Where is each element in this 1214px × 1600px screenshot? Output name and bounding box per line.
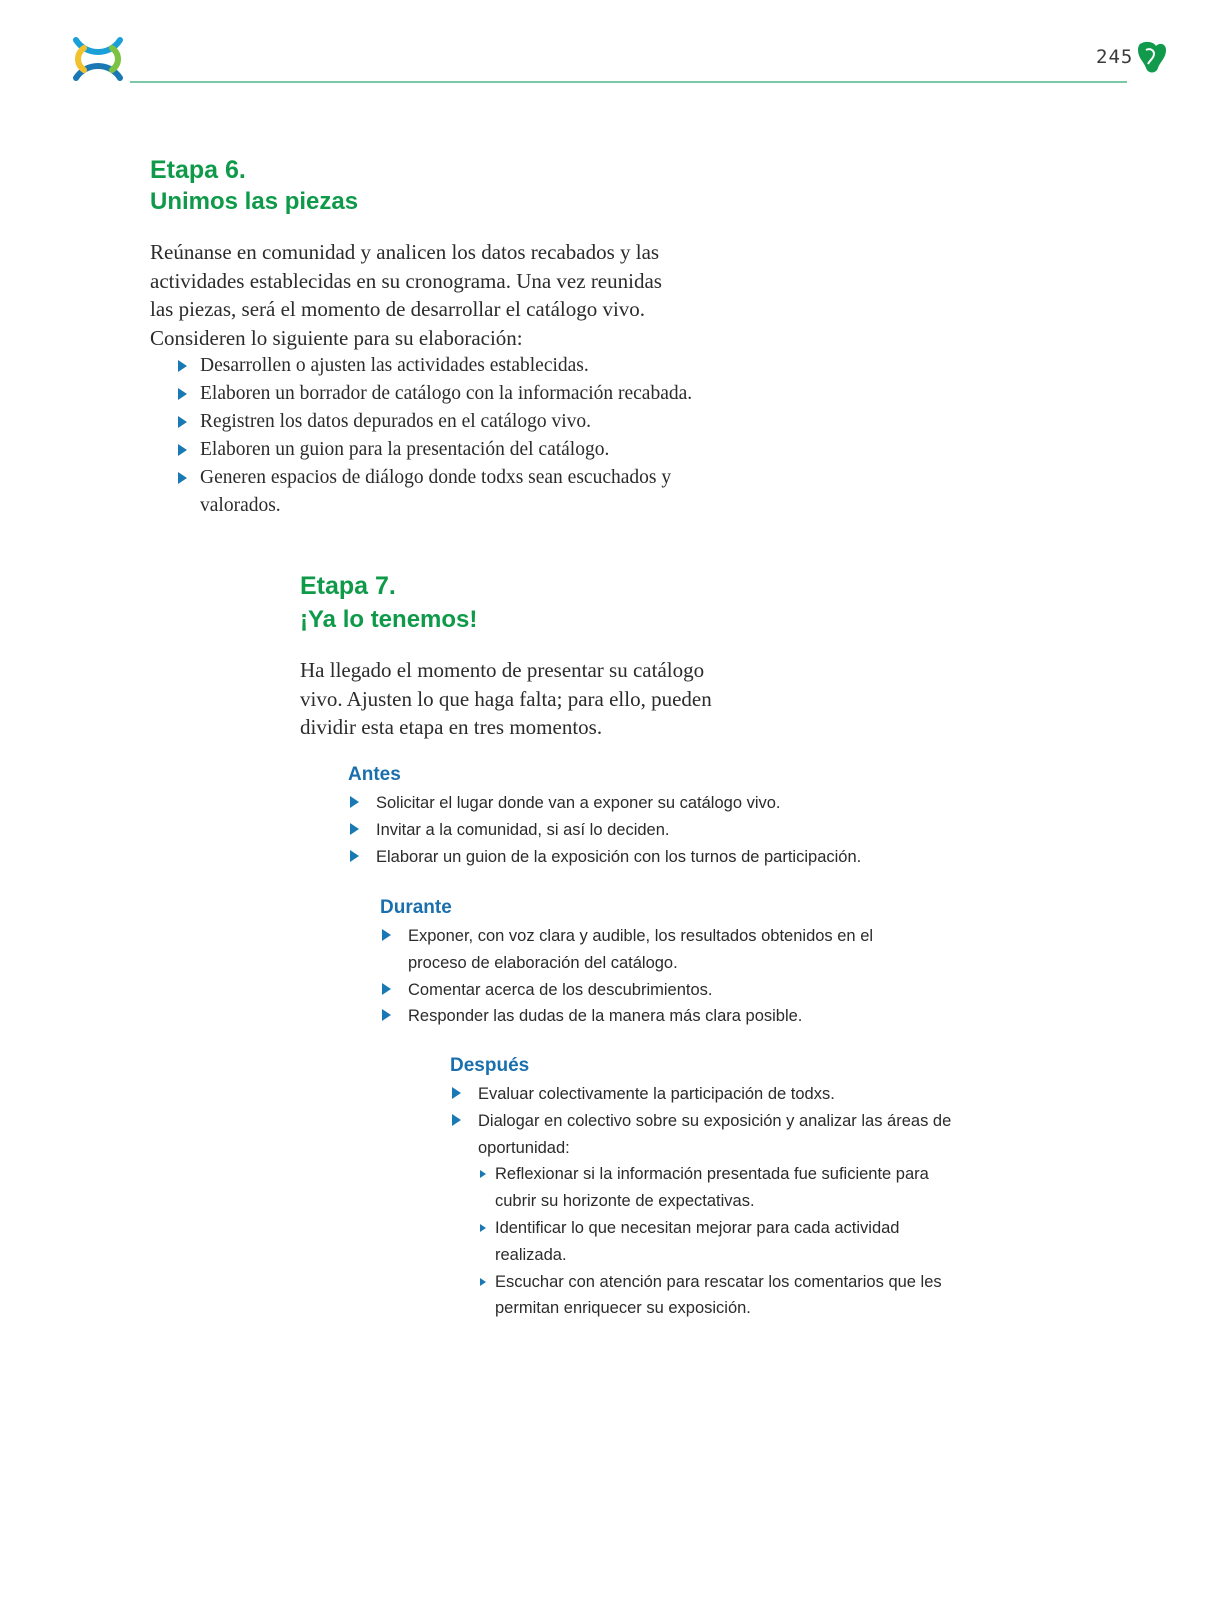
- intro-line: dividir esta etapa en tres momentos.: [300, 715, 603, 739]
- list-item: Reflexionar si la información presentada fue suficiente para cubrir su horizonte de expectativas.: [478, 1161, 960, 1215]
- durante-list: [380, 923, 920, 1030]
- etapa7-subtitle: ¡Ya lo tenemos!: [300, 606, 478, 633]
- intro-line: Consideren lo siguiente para su elaboración:: [150, 325, 523, 350]
- etapa7-intro: [300, 656, 820, 742]
- antes-list: [348, 790, 948, 870]
- list-item: Escuchar con atención para rescatar los comentarios que les permitan enriquecer su exposición.: [478, 1269, 960, 1323]
- etapa6-subtitle: Unimos las piezas: [150, 188, 359, 215]
- list-item: Exponer, con voz clara y audible, los resultados obtenidos en el proceso de elaboración del catálogo.: [380, 923, 920, 977]
- list-item: Invitar a la comunidad, si así lo deciden.: [348, 817, 948, 844]
- despues-sublist: [478, 1161, 960, 1322]
- bullet-triangle-icon: [382, 929, 391, 941]
- bullet-triangle-icon: [452, 1114, 461, 1126]
- list-item: Identificar lo que necesitan mejorar para cada actividad realizada.: [478, 1215, 960, 1269]
- interlocking-rings-logo-icon: [72, 34, 124, 84]
- list-item: Elaboren un guion para la presentación del catálogo.: [176, 436, 706, 464]
- list-item: Evaluar colectivamente la participación de todxs.: [450, 1081, 960, 1108]
- durante-title: Durante: [380, 897, 452, 918]
- intro-line: Ha llegado el momento de presentar su catálogo: [300, 658, 705, 682]
- etapa7-title: Etapa 7.: [300, 572, 396, 600]
- bullet-triangle-icon: [178, 388, 187, 400]
- small-bullet-triangle-icon: [480, 1170, 486, 1178]
- list-item: Desarrollen o ajusten las actividades establecidas.: [176, 352, 706, 380]
- list-item: Generen espacios de diálogo donde todxs sean escuchados y valorados.: [176, 464, 706, 520]
- list-item: Dialogar en colectivo sobre su exposición y analizar las áreas de oportunidad: Reflexionar si la información presentada fue suficiente para cubrir su horizonte de expectativas. Identificar lo que necesitan mejorar para cada actividad realizada. Escuchar con atención para rescatar los comentarios que les permitan enriquecer su exposición.: [450, 1108, 960, 1322]
- etapa6-list: [176, 352, 706, 520]
- green-book-mark-icon: [1136, 38, 1168, 76]
- small-bullet-triangle-icon: [480, 1224, 486, 1232]
- list-item: Responder las dudas de la manera más clara posible.: [380, 1003, 920, 1030]
- bullet-triangle-icon: [178, 416, 187, 428]
- despues-list: [450, 1081, 960, 1322]
- list-item: Elaborar un guion de la exposición con los turnos de participación.: [348, 844, 948, 871]
- etapa6-intro: [150, 238, 770, 352]
- antes-title: Antes: [348, 764, 401, 785]
- bullet-triangle-icon: [178, 444, 187, 456]
- page-number: 245: [1096, 46, 1134, 68]
- list-item: Elaboren un borrador de catálogo con la información recabada.: [176, 380, 706, 408]
- bullet-triangle-icon: [178, 472, 187, 484]
- etapa6-title: Etapa 6.: [150, 156, 246, 184]
- intro-line: las piezas, será el momento de desarrollar el catálogo vivo.: [150, 297, 646, 321]
- bullet-triangle-icon: [350, 823, 359, 835]
- list-item: Comentar acerca de los descubrimientos.: [380, 977, 920, 1004]
- bullet-triangle-icon: [382, 1009, 391, 1021]
- bullet-triangle-icon: [452, 1087, 461, 1099]
- list-item: Solicitar el lugar donde van a exponer su catálogo vivo.: [348, 790, 948, 817]
- intro-line: Reúnanse en comunidad y analicen los datos recabados y las: [150, 240, 660, 264]
- list-item: Registren los datos depurados en el catálogo vivo.: [176, 408, 706, 436]
- bullet-triangle-icon: [178, 360, 187, 372]
- intro-line: actividades establecidas en su cronograma. Una vez reunidas: [150, 268, 662, 293]
- bullet-triangle-icon: [350, 850, 359, 862]
- bullet-triangle-icon: [350, 796, 359, 808]
- header-rule: [130, 81, 1127, 83]
- bullet-triangle-icon: [382, 983, 391, 995]
- small-bullet-triangle-icon: [480, 1278, 486, 1286]
- intro-line: vivo. Ajusten lo que haga falta; para ello, pueden: [300, 686, 712, 711]
- despues-title: Después: [450, 1055, 530, 1076]
